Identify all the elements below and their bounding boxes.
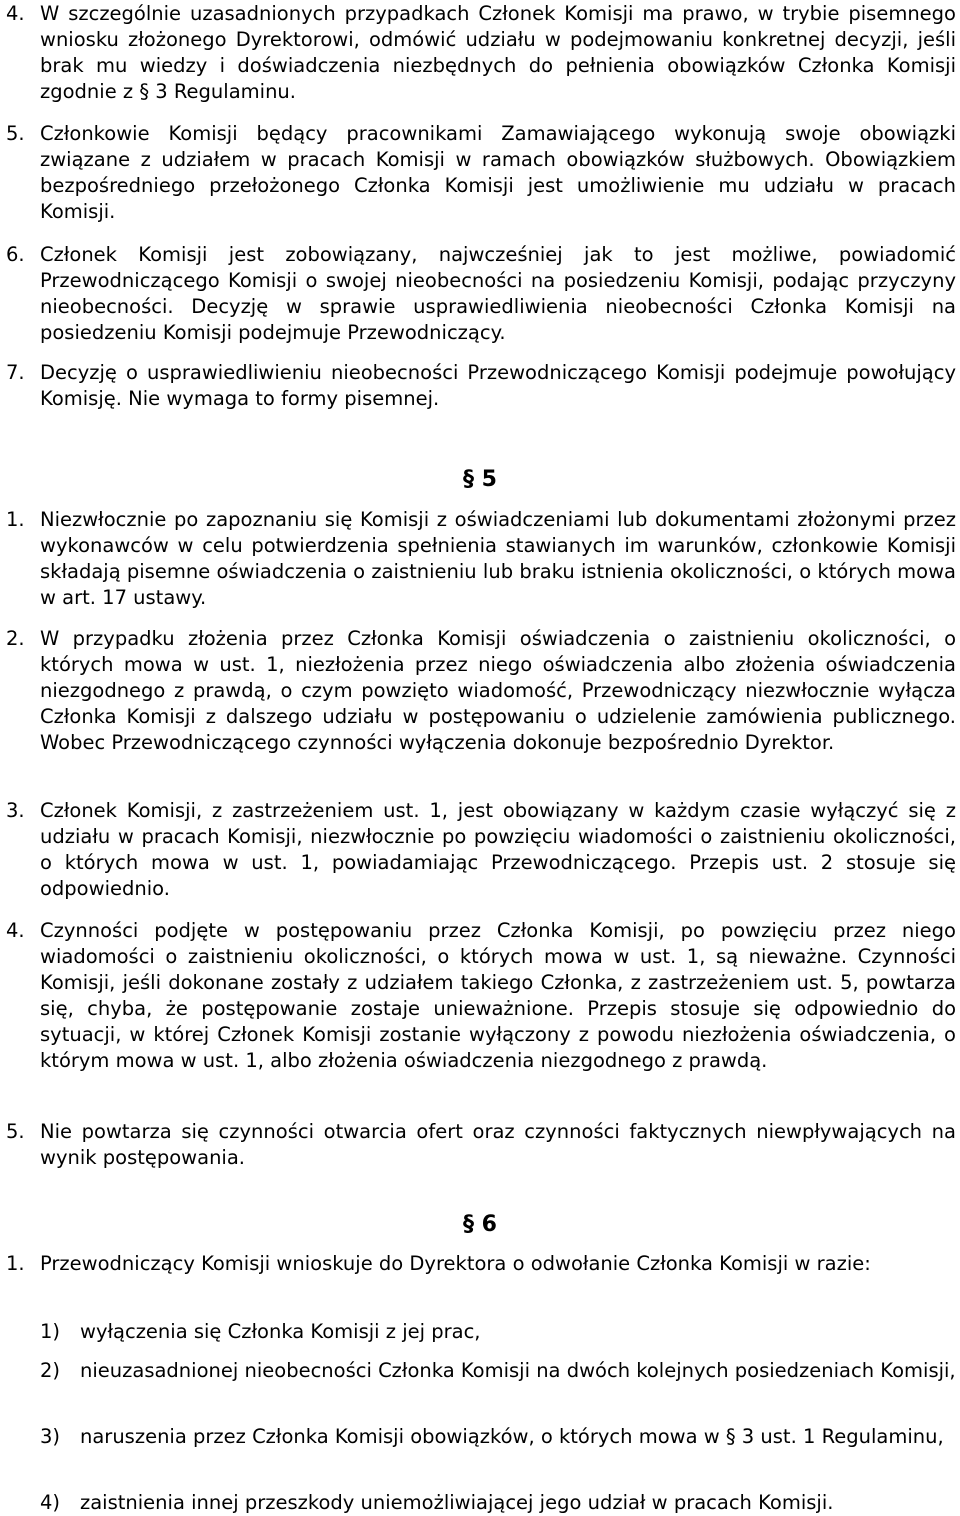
item-number: 4. — [6, 2, 25, 25]
item-number: 3. — [6, 799, 25, 822]
item-text: nieuzasadnionej nieobecności Członka Komisji na dwóch kolejnych posiedzeniach Komisji, — [80, 1359, 956, 1382]
item-text: Czynności podjęte w postępowaniu przez Członka Komisji, po powzięciu przez niego wiadomości o zaistnieniu okoliczności, o których mowa w ust. 1, są nieważne. Czynności Komisji, jeśli dokonane zostały z udziałem takiego Członka, z zastrzeżeniem ust. 5, powtarza się, chyba, że postępowanie zostaje unieważnione. Przepis stosuje się odpowiednio do sytuacji, w której Członek Komisji zostanie wyłączony z powodu niezłożenia oświadczenia, o którym mowa w ust. 1, albo złożenia oświadczenia niezgodnego z prawdą. — [40, 919, 956, 1072]
item-number: 3) — [40, 1425, 61, 1448]
item-text: naruszenia przez Członka Komisji obowiązków, o których mowa w § 3 ust. 1 Regulaminu, — [80, 1425, 944, 1448]
item-text: Niezwłocznie po zapoznaniu się Komisji z oświadczeniami lub dokumentami złożonymi przez wykonawców w celu potwierdzenia spełnienia stawianych im warunków, członkowie Komisji składają pisemne oświadczenia o zaistnieniu lub braku istnienia okoliczności, o których mowa w art. 17 ustawy. — [40, 508, 956, 609]
item-text: W przypadku złożenia przez Członka Komisji oświadczenia o zaistnieniu okoliczności, o których mowa w ust. 1, niezłożenia przez niego oświadczenia albo złożenia oświadczenia niezgodnego z prawdą, o czym powzięto wiadomość, Przewodniczący niezwłocznie wyłącza Członka Komisji z dalszego udziału w postępowaniu o udzielenie zamówienia publicznego. Wobec Przewodniczącego czynności wyłączenia dokonuje bezpośrednio Dyrektor. — [40, 627, 956, 754]
item-text: Nie powtarza się czynności otwarcia ofert oraz czynności faktycznych niewpływających na wynik postępowania. — [40, 1120, 956, 1169]
item-number: 5. — [6, 1120, 25, 1143]
item-number: 1. — [6, 1252, 25, 1275]
item-text: W szczególnie uzasadnionych przypadkach Członek Komisji ma prawo, w trybie pisemnego wniosku złożonego Dyrektorowi, odmówić udziału w podejmowaniu konkretnej decyzji, jeśli brak mu wiedzy i doświadczenia niezbędnych do pełnienia obowiązków Członka Komisji zgodnie z § 3 Regulaminu. — [40, 2, 956, 103]
item-text: Przewodniczący Komisji wnioskuje do Dyrektora o odwołanie Członka Komisji w razie: — [40, 1252, 871, 1275]
item-number: 2) — [40, 1359, 61, 1382]
section-heading: § 5 — [463, 467, 497, 492]
item-number: 7. — [6, 361, 25, 384]
item-text: wyłączenia się Członka Komisji z jej prac, — [80, 1320, 481, 1343]
item-number: 1. — [6, 508, 25, 531]
item-number: 5. — [6, 122, 25, 145]
item-number: 4. — [6, 919, 25, 942]
item-number: 6. — [6, 243, 25, 266]
item-number: 2. — [6, 627, 25, 650]
item-text: Członek Komisji jest zobowiązany, najwcześniej jak to jest możliwe, powiadomić Przewodniczącego Komisji o swojej nieobecności na posiedzeniu Komisji, podając przyczyny nieobecności. Decyzję w sprawie usprawiedliwienia nieobecności Członka Komisji na posiedzeniu Komisji podejmuje Przewodniczący. — [40, 243, 956, 344]
section-heading: § 6 — [463, 1212, 497, 1237]
item-number: 4) — [40, 1491, 61, 1514]
item-text: Członek Komisji, z zastrzeżeniem ust. 1, jest obowiązany w każdym czasie wyłączyć się z udziału w pracach Komisji, niezwłocznie po powzięciu wiadomości o zaistnieniu okoliczności, o których mowa w ust. 1, powiadamiając Przewodniczącego. Przepis ust. 2 stosuje się odpowiednio. — [40, 799, 956, 900]
item-number: 1) — [40, 1320, 61, 1343]
item-text: zaistnienia innej przeszkody uniemożliwiającej jego udział w pracach Komisji. — [80, 1491, 834, 1514]
item-text: Członkowie Komisji będący pracownikami Zamawiającego wykonują swoje obowiązki związane z udziałem w pracach Komisji w ramach obowiązków służbowych. Obowiązkiem bezpośredniego przełożonego Członka Komisji jest umożliwienie mu udziału w pracach Komisji. — [40, 122, 956, 223]
item-text: Decyzję o usprawiedliwieniu nieobecności Przewodniczącego Komisji podejmuje powołujący Komisję. Nie wymaga to formy pisemnej. — [40, 361, 956, 410]
